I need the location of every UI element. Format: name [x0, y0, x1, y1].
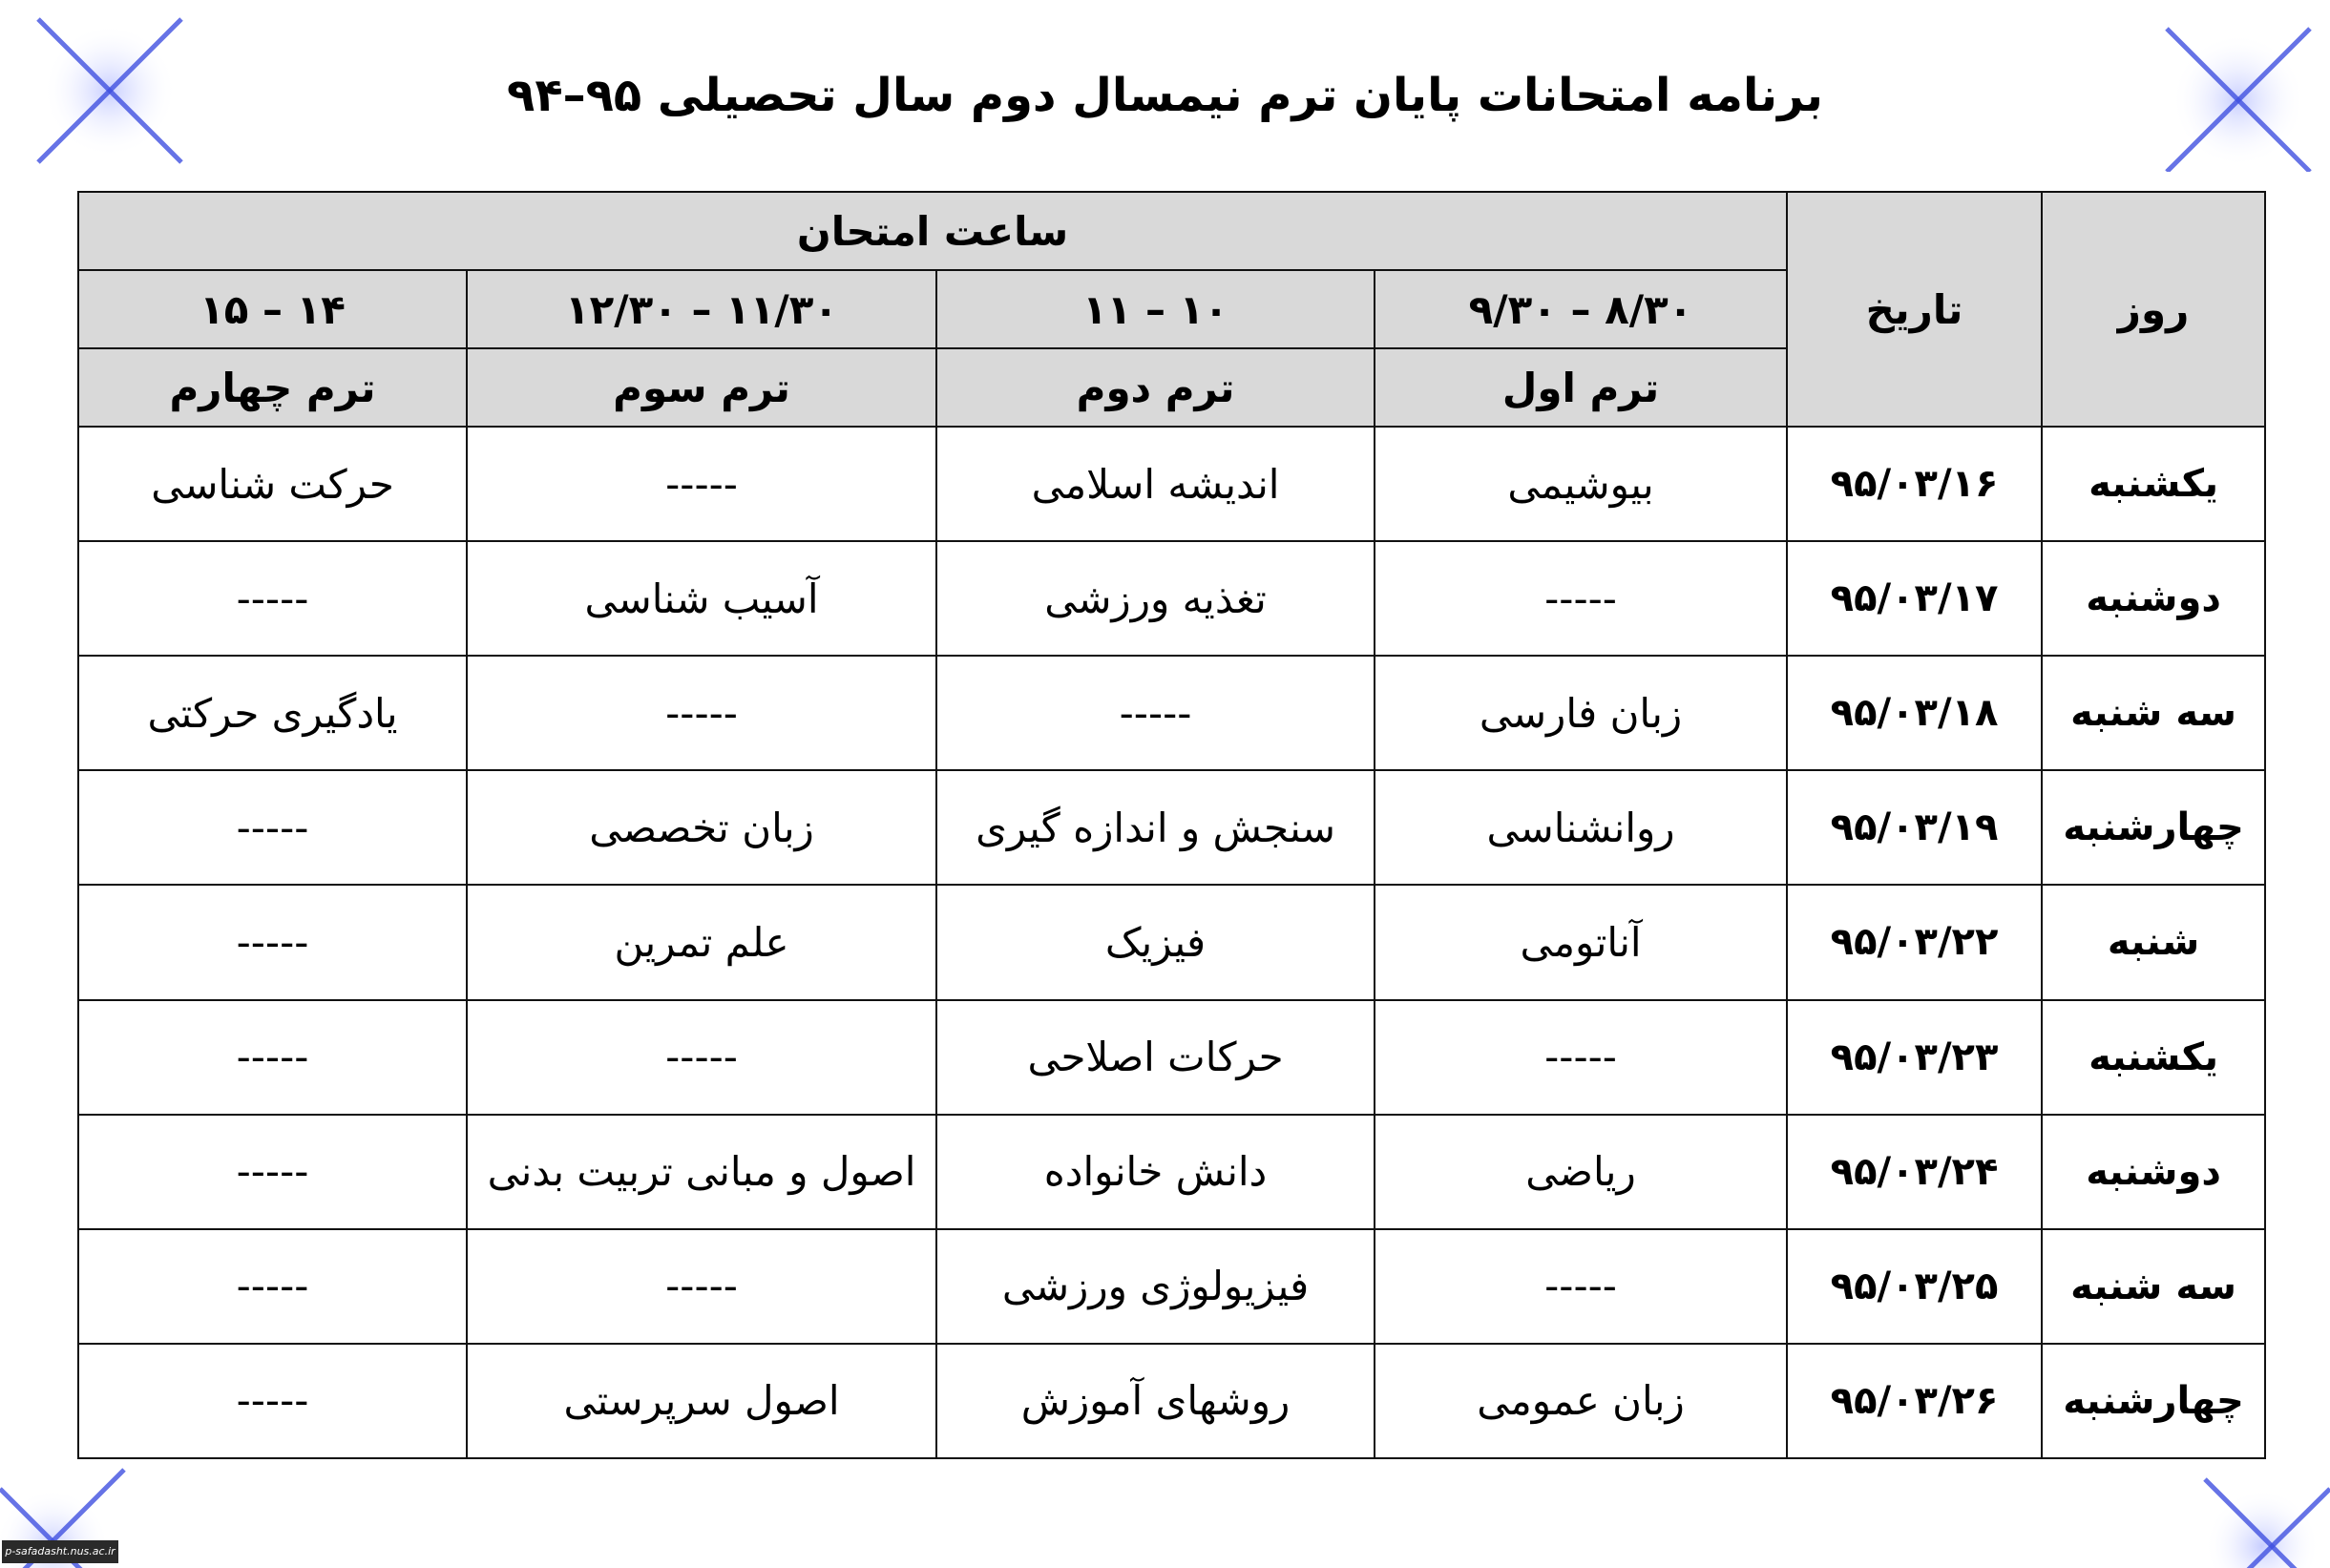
table-row [78, 1115, 2265, 1229]
header-term-4: ترم چهارم [78, 348, 467, 427]
day-cell: سه شنبه [2042, 1229, 2265, 1344]
table-row [78, 541, 2265, 656]
day-cell: چهارشنبه [2042, 770, 2265, 885]
exam-cell: ----- [78, 1229, 467, 1344]
table-row [78, 885, 2265, 999]
header-slot-1: ۸/۳۰ – ۹/۳۰ [1375, 270, 1787, 348]
exam-cell: ----- [1375, 1229, 1787, 1344]
exam-cell: سنجش و اندازه گیری [936, 770, 1375, 885]
exam-cell: زبان فارسی [1375, 656, 1787, 770]
exam-cell: زبان عمومی [1375, 1344, 1787, 1458]
date-cell: ۹۵/۰۳/۲۶ [1787, 1344, 2042, 1458]
exam-cell: ----- [467, 427, 936, 541]
exam-cell: ----- [1375, 1000, 1787, 1115]
day-cell: یکشنبه [2042, 1000, 2265, 1115]
exam-cell: ----- [78, 1115, 467, 1229]
exam-cell: ----- [78, 1000, 467, 1115]
date-cell: ۹۵/۰۳/۲۴ [1787, 1115, 2042, 1229]
exam-cell: ----- [78, 541, 467, 656]
day-cell: دوشنبه [2042, 541, 2265, 656]
header-date: تاریخ [1787, 192, 2042, 427]
exam-cell: حرکات اصلاحی [936, 1000, 1375, 1115]
table-row [78, 770, 2265, 885]
exam-cell: روانشناسی [1375, 770, 1787, 885]
day-cell: دوشنبه [2042, 1115, 2265, 1229]
exam-cell: روشهای آموزش [936, 1344, 1375, 1458]
date-cell: ۹۵/۰۳/۱۷ [1787, 541, 2042, 656]
exam-cell: ----- [467, 1000, 936, 1115]
corner-star-decoration-bottom-right [2167, 1451, 2330, 1568]
exam-cell: ----- [467, 1229, 936, 1344]
exam-cell: فیزیک [936, 885, 1375, 999]
date-cell: ۹۵/۰۳/۱۸ [1787, 656, 2042, 770]
exam-cell: ----- [467, 656, 936, 770]
exam-cell: اندیشه اسلامی [936, 427, 1375, 541]
date-cell: ۹۵/۰۳/۱۶ [1787, 427, 2042, 541]
header-term-3: ترم سوم [467, 348, 936, 427]
exam-cell: دانش خانواده [936, 1115, 1375, 1229]
header-slot-4: ۱۴ – ۱۵ [78, 270, 467, 348]
header-slot-2: ۱۰ – ۱۱ [936, 270, 1375, 348]
exam-cell: آناتومی [1375, 885, 1787, 999]
table-row [78, 1000, 2265, 1115]
exam-cell: حرکت شناسی [78, 427, 467, 541]
exam-cell: ----- [1375, 541, 1787, 656]
page-title: برنامه امتحانات پایان ترم نیمسال دوم سال تحصیلی ۹۵–۹۴ [507, 69, 1823, 122]
source-watermark: p-safadasht.nus.ac.ir [2, 1540, 118, 1563]
day-cell: سه شنبه [2042, 656, 2265, 770]
exam-cell: علم تمرین [467, 885, 936, 999]
exam-cell: یادگیری حرکتی [78, 656, 467, 770]
exam-cell: ----- [78, 1344, 467, 1458]
date-cell: ۹۵/۰۳/۲۵ [1787, 1229, 2042, 1344]
table-row [78, 656, 2265, 770]
exam-cell: بیوشیمی [1375, 427, 1787, 541]
date-cell: ۹۵/۰۳/۲۲ [1787, 885, 2042, 999]
table-row [78, 1229, 2265, 1344]
header-slot-3: ۱۱/۳۰ – ۱۲/۳۰ [467, 270, 936, 348]
exam-cell: ----- [78, 770, 467, 885]
header-day: روز [2042, 192, 2265, 427]
exam-cell: اصول و مبانی تربیت بدنی [467, 1115, 936, 1229]
day-cell: یکشنبه [2042, 427, 2265, 541]
exam-cell: ----- [78, 885, 467, 999]
table-row [78, 1344, 2265, 1458]
header-term-2: ترم دوم [936, 348, 1375, 427]
exam-cell: اصول سرپرستی [467, 1344, 936, 1458]
exam-cell: ----- [936, 656, 1375, 770]
exam-cell: تغذیه ورزشی [936, 541, 1375, 656]
date-cell: ۹۵/۰۳/۱۹ [1787, 770, 2042, 885]
exam-schedule-table [77, 191, 2266, 1459]
header-exam-time: ساعت امتحان [78, 192, 1787, 270]
exam-cell: آسیب شناسی [467, 541, 936, 656]
exam-cell: زبان تخصصی [467, 770, 936, 885]
exam-cell: فیزیولوژی ورزشی [936, 1229, 1375, 1344]
day-cell: شنبه [2042, 885, 2265, 999]
day-cell: چهارشنبه [2042, 1344, 2265, 1458]
header-term-1: ترم اول [1375, 348, 1787, 427]
exam-cell: ریاضی [1375, 1115, 1787, 1229]
date-cell: ۹۵/۰۳/۲۳ [1787, 1000, 2042, 1115]
table-row [78, 427, 2265, 541]
